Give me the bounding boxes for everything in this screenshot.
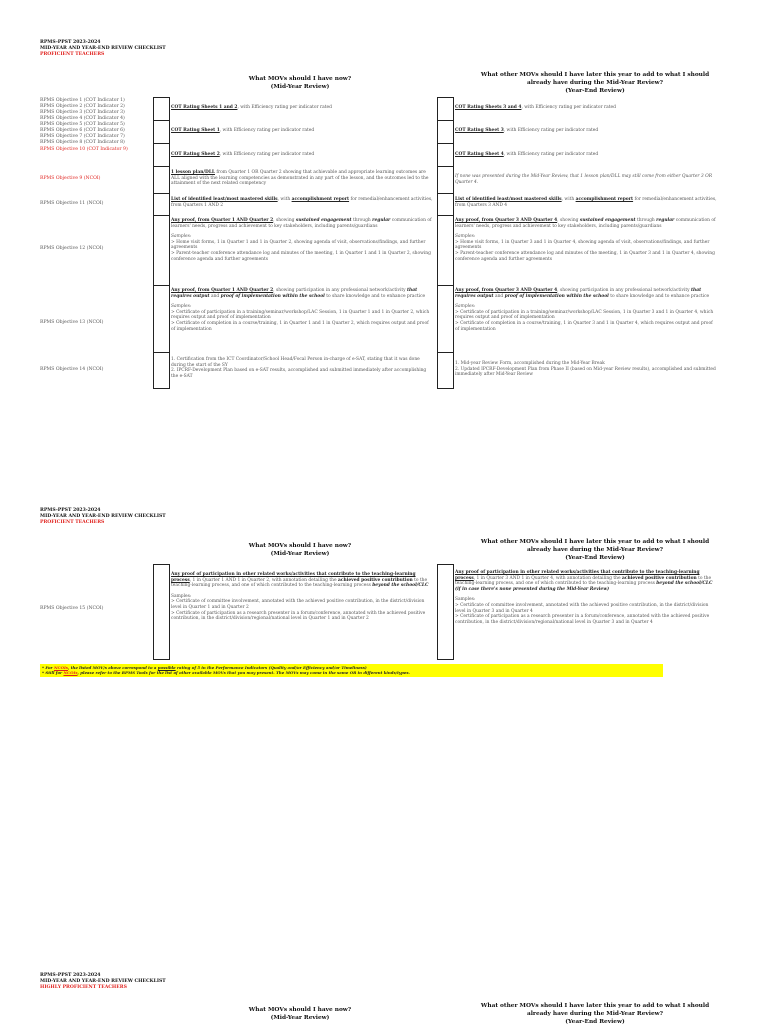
year-end-heading: What other MOVs should I have later this year to add to what I should already have during the Mid-Year Review? (Year-End Review) xyxy=(480,1003,710,1025)
mid-year-heading: What MOVs should I have now? (Mid-Year Review) xyxy=(248,76,352,90)
mid-year-heading: What MOVs should I have now? (Mid-Year Review) xyxy=(248,1007,352,1021)
year-end-heading: What other MOVs should I have later this year to add to what I should already have during the Mid-Year Review? (Year-End Review) xyxy=(480,539,710,561)
mid-year-mov: Any proof of participation in other related works/activities that contribute to the teaching-learning process, 1 in Quarter 1 AND 1 in Quarter 2, with annotation detailing the achieved positive contribution to the teaching-learning process, and one of which contributed to the teaching-learning process beyond the school/CLC Samples: > Certificate of committee involvement, annotated with the achieved positive contribution, in the district/division level in Quarter 1 and in Quarter 2 > Certificate of participation as a research presenter in a forum/conference, annotated with the achieved positive contribution, in the district/division/regional/national level in Quarter 1 and in Quarter 2 xyxy=(171,572,429,622)
objective-label: RPMS Objective 7 (COT Indicator 7) xyxy=(40,134,125,139)
objective-label: RPMS Objective 15 (NCOI) xyxy=(40,606,104,611)
mid-year-mov: 1 lesson plan/DLL from Quarter 1 OR Quarter 2 showing that achievable and appropriate learning outcomes are ALL aligned with the learning competencies as demonstrated in any part of the lesson, and the outcomes led to the attainment of the next related competency xyxy=(171,170,429,187)
header-teacher-level: HIGHLY PROFICIENT TEACHERS xyxy=(40,985,127,990)
year-end-mov: List of identified least/most mastered skills, with accomplishment report for remedial/enhancement activities, from Quarters 3 AND 4 xyxy=(455,197,717,208)
header-title: RPMS-PPST 2023-2024 xyxy=(40,508,101,513)
footnote-1: * For NCOIs, the listed MOV/s above correspond to a possible rating of 5 in the Performance Indicators (Quality and/or Efficiency and/or Timeliness) xyxy=(42,665,367,670)
objective-label: RPMS Objective 5 (COT Indicator 5) xyxy=(40,122,125,127)
mid-year-mov: COT Rating Sheet 1, with Efficiency rating per indicator rated xyxy=(171,128,315,133)
header-title: RPMS-PPST 2023-2024 xyxy=(40,40,101,45)
mid-year-mov: Any proof, from Quarter 1 AND Quarter 2, showing sustained engagement through regular communication of learners' needs, progress and achievement to key stakeholders, including parents/guardians Samples: > Home visit forms, 1 in Quarter 1 and 1 in Quarter 2, showing agenda of visit, observations/findings, and further agreements > Parent-teacher conference attendance log and minutes of the meeting, 1 in Quarter 1 and 1 in Quarter 2, showing conference agenda and further agreements xyxy=(171,218,432,262)
header-teacher-level: PROFICIENT TEACHERS xyxy=(40,520,105,525)
objective-label: RPMS Objective 10 (COT Indicator 9) xyxy=(40,147,128,152)
year-end-mov: Any proof, from Quarter 3 AND Quarter 4, showing participation in any professional network/activity that requires output and proof of implementation within the school to share knowledge and to enhance practice Samples: > Certificate of participation in a training/seminar/workshop/LAC Session, 1 in Quarter 3 and 1 in Quarter 4, which requires output and proof of implementation > Certificate of completion in a course/training, 1 in Quarter 3 and 1 in Quarter 4, which requires output and proof of implementation xyxy=(455,288,714,332)
objective-label: RPMS Objective 11 (NCOI) xyxy=(40,201,104,206)
year-end-heading: What other MOVs should I have later this year to add to what I should already have during the Mid-Year Review? (Year-End Review) xyxy=(480,72,710,94)
mid-year-heading: What MOVs should I have now? (Mid-Year Review) xyxy=(248,543,352,557)
objective-label: RPMS Objective 9 (NCOI) xyxy=(40,176,101,181)
objective-label: RPMS Objective 14 (NCOI) xyxy=(40,367,104,372)
mid-year-mov: COT Rating Sheet 2, with Efficiency rating per indicator rated xyxy=(171,152,315,157)
header-subtitle: MID-YEAR AND YEAR-END REVIEW CHECKLIST xyxy=(40,514,166,519)
header-subtitle: MID-YEAR AND YEAR-END REVIEW CHECKLIST xyxy=(40,46,166,51)
objective-label: RPMS Objective 3 (COT Indicator 3) xyxy=(40,110,125,115)
year-end-mov: COT Rating Sheets 3 and 4, with Efficiency rating per indicator rated xyxy=(455,105,616,110)
header-teacher-level: PROFICIENT TEACHERS xyxy=(40,52,105,57)
header-subtitle: MID-YEAR AND YEAR-END REVIEW CHECKLIST xyxy=(40,979,166,984)
year-end-mov: COT Rating Sheet 4, with Efficiency rating per indicator rated xyxy=(455,152,599,157)
objective-label: RPMS Objective 6 (COT Indicator 6) xyxy=(40,128,125,133)
mid-year-mov: 1. Certification from the ICT Coordinator/School Head/Focal Person in-charge of e-SAT, stating that it was done during the start of the SY 2. IPCRF-Development Plan based on e-SAT results, accomplished and submitted immediately after accomplishing the e-SAT xyxy=(171,357,427,379)
objective-label: RPMS Objective 13 (NCOI) xyxy=(40,320,104,325)
year-end-mov: Any proof, from Quarter 3 AND Quarter 4, showing sustained engagement through regular communication of learners' needs, progress and achievement to key stakeholders, including parents/guardians Samples: > Home visit forms, 1 in Quarter 3 and 1 in Quarter 4, showing agenda of visit, observations/findings, and further agreements > Parent-teacher conference attendance log and minutes of the meeting, 1 in Quarter 3 and 1 in Quarter 4, showing conference agenda and further agreements xyxy=(455,218,716,262)
objective-label: RPMS Objective 4 (COT Indicator 4) xyxy=(40,116,125,121)
document-header xyxy=(40,973,166,991)
footnote-2: * Still for NCOIs, please refer to the RPMS Tools for the list of other available MOVs that you may present. The MOVs may come in the same OR in different kinds/types. xyxy=(42,670,410,675)
mid-year-mov: COT Rating Sheets 1 and 2, with Efficiency rating per indicator rated xyxy=(171,105,332,110)
mid-year-mov: Any proof, from Quarter 1 AND Quarter 2, showing participation in any professional network/activity that requires output and proof of implementation within the school to share knowledge and to enhance practice Samples: > Certificate of participation in a training/seminar/workshop/LAC Session, 1 in Quarter 1 and 1 in Quarter 2, which requires output and proof of implementation > Certificate of completion in a course/training, 1 in Quarter 1 and 1 in Quarter 2, which requires output and proof of implementation xyxy=(171,288,430,332)
year-end-mov: If none was presented during the Mid-Year Review, that 1 lesson plan/DLL may still come from either Quarter 3 OR Quarter 4. xyxy=(455,174,713,185)
objective-label: RPMS Objective 2 (COT Indicator 2) xyxy=(40,104,125,109)
objective-label: RPMS Objective 1 (COT Indicator 1) xyxy=(40,98,125,103)
year-end-mov: COT Rating Sheet 3, with Efficiency rating per indicator rated xyxy=(455,128,599,133)
year-end-mov: Any proof of participation in other related works/activities that contribute to the teaching-learning process, 1 in Quarter 3 AND 1 in Quarter 4, with annotation detailing the achieved positive contribution to the teaching-learning process, and one of which contributed to the teaching-learning process beyond the school/CLC (if in case there's none presented during the Mid-Year Review) Samples: > Certificate of committee involvement, annotated with the achieved positive contribution, in the district/division level in Quarter 3 and in Quarter 4 > Certificate of participation as a research presenter in a forum/conference, annotated with the achieved positive contribution, in the district/division/regional/national level in Quarter 3 and in Quarter 4 xyxy=(455,570,713,625)
header-title: RPMS-PPST 2023-2024 xyxy=(40,973,101,978)
objective-label: RPMS Objective 8 (COT Indicator 8) xyxy=(40,140,125,145)
year-end-mov: 1. Mid-year Review Form, accomplished during the Mid-Year Break 2. Updated IPCRF-Development Plan from Phase II (based on Mid-year Review results), accomplished and submitted immediately after Mid-Year Review xyxy=(455,361,716,378)
mid-year-mov: List of identified least/most mastered skills, with accomplishment report for remedial/enhancement activities, from Quarters 1 AND 2 xyxy=(171,197,433,208)
objective-label: RPMS Objective 12 (NCOI) xyxy=(40,246,104,251)
